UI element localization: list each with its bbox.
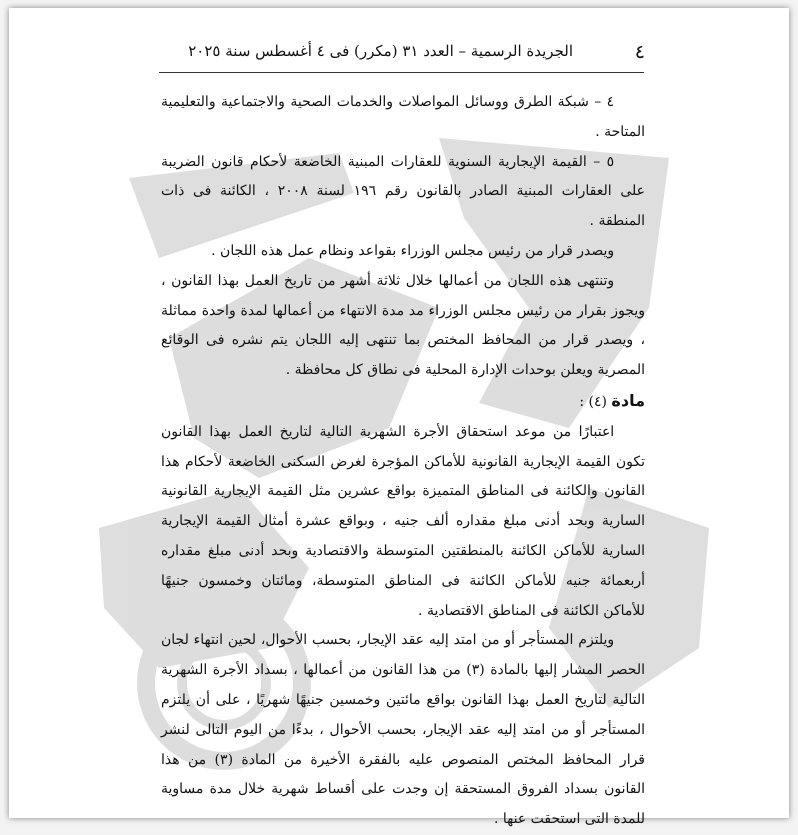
paragraph-committee-deadline: وتنتهى هذه اللجان من أعمالها خلال ثلاثة أشهر من تاريخ العمل بهذا القانون ، ويجوز بقرار من رئيس مجلس الوزراء مد مدة الانتهاء من أعمالها لمدة واحدة مماثلة ، ويصدر قرار من المحافظ المختص بما تنتهى إليه اللجان يتم نشره فى الوقائع المصرية ويعلن بوحدات الإدارة المحلية فى نطاق كل محافظة . bbox=[161, 272, 645, 379]
article-heading bbox=[161, 386, 645, 418]
gazette-header-title: الجريدة الرسمية – العدد ٣١ (مكرر) فى ٤ أغسطس سنة ٢٠٢٥ bbox=[188, 42, 573, 60]
page-number: ٤ bbox=[634, 41, 645, 63]
paragraph-committee-rules: ويصدر قرار من رئيس مجلس الوزراء بقواعد ونظام عمل هذه اللجان . bbox=[211, 242, 615, 259]
article-paragraph-tenant-obligation: ويلتزم المستأجر أو من امتد إليه عقد الإيجار، بحسب الأحوال، لحين انتهاء لجان الحصر المشار إليها بالمادة (٣) من هذا القانون من أعمالها ، بسداد الأجرة الشهرية التالية لتاريخ العمل بهذا القانون بواقع مائتين وخمسين جنيهًا شهريًا ، على أن يلتزم المستأجر أو من امتد إليه عقد الإيجار، بحسب الأحوال ، بدءًا من اليوم التالى لنشر قرار المحافظ المختص المنصوص عليه بالفقرة الأخيرة من المادة (٣) من هذا القانون بسداد الفروق المستحقة إن وجدت على أقساط شهرية خلال مدة مساوية للمدة التى استحقت عنها . bbox=[161, 632, 645, 828]
article-paragraph-rent-value: اعتبارًا من موعد استحقاق الأجرة الشهرية التالية لتاريخ العمل بهذا القانون تكون القيمة الإيجارية القانونية للأماكن المؤجرة لغرض السكنى الخاضعة لأحكام هذا القانون والكائنة فى المناطق المتميزة بواقع عشرين مثل القيمة الإيجارية القانونية السارية وبحد أدنى مبلغ مقداره ألف جنيه ، وبواقع عشرة أمثال القيمة الإيجارية السارية للأماكن الكائنة بالمنطقتين المتوسطة والاقتصادية وبحد أدنى مبلغ مقداره أربعمائة جنيه للأماكن الكائنة فى المناطق المتوسطة، ومائتان وخمسون جنيهًا للأماكن الكائنة فى المناطق الاقتصادية . bbox=[161, 423, 645, 619]
header-rule bbox=[159, 72, 644, 73]
paragraph-item-5: ٥ – القيمة الإيجارية السنوية للعقارات المبنية الخاضعة لأحكام قانون الضريبة على العقارات المبنية الصادر بالقانون رقم ١٩٦ لسنة ٢٠٠٨ ، الكائنة فى ذات المنطقة . bbox=[161, 153, 645, 230]
gazette-page bbox=[9, 8, 789, 828]
article-label: مادة bbox=[611, 390, 645, 410]
article-number: (٤) : bbox=[579, 393, 607, 410]
page-header bbox=[9, 8, 789, 68]
document-body bbox=[161, 88, 645, 835]
paragraph-item-4: ٤ – شبكة الطرق ووسائل المواصلات والخدمات الصحية والاجتماعية والتعليمية المتاحة . bbox=[161, 94, 645, 140]
